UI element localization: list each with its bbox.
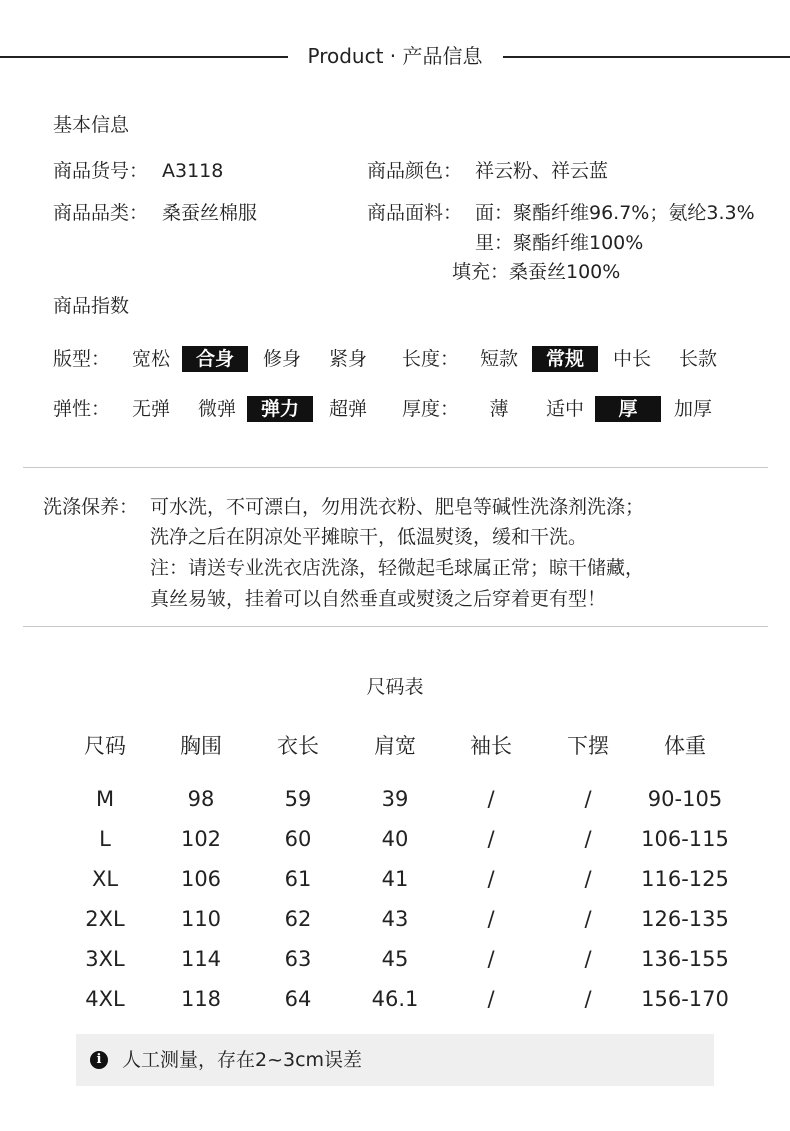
color-label: 商品颜色： <box>367 160 463 182</box>
length-label: 长度： <box>402 348 460 370</box>
care-line-2: 洗净之后在阴凉处平摊晾干，低温熨烫，缓和干洗。 <box>150 526 588 548</box>
length-option-short: 短款 <box>479 348 518 370</box>
size-header-hem: 下摆 <box>567 734 609 758</box>
info-icon: i <box>90 1051 108 1069</box>
size-cell-length: 62 <box>284 907 312 931</box>
size-cell-length: 64 <box>284 987 312 1011</box>
size-cell-hem: / <box>584 907 592 931</box>
size-cell-length: 63 <box>284 947 312 971</box>
length-option-long: 长款 <box>678 348 717 370</box>
fabric-lining: 里：聚酯纤维100% <box>475 232 644 254</box>
size-cell-weight: 106-115 <box>641 827 729 851</box>
fit-option-regular-selected: 合身 <box>182 346 248 372</box>
elasticity-option-slight: 微弹 <box>197 398 236 420</box>
size-cell-length: 61 <box>284 867 312 891</box>
size-cell-sleeve: / <box>487 787 495 811</box>
fabric-label: 商品面料： <box>367 202 463 224</box>
size-table-title: 尺码表 <box>366 676 424 698</box>
elasticity-option-none: 无弹 <box>131 398 170 420</box>
size-cell-shoulder: 40 <box>381 827 409 851</box>
note-text: 人工测量，存在2~3cm误差 <box>122 1049 363 1071</box>
size-cell-hem: / <box>584 787 592 811</box>
size-cell-sleeve: / <box>487 867 495 891</box>
thickness-option-thin: 薄 <box>489 398 509 420</box>
size-cell-size: 4XL <box>85 987 125 1011</box>
thickness-label: 厚度： <box>402 398 460 420</box>
size-cell-shoulder: 43 <box>381 907 409 931</box>
size-cell-chest: 118 <box>180 987 222 1011</box>
size-cell-shoulder: 41 <box>381 867 409 891</box>
size-cell-size: XL <box>91 867 119 891</box>
size-header-chest: 胸围 <box>180 734 222 758</box>
size-header-size: 尺码 <box>84 734 126 758</box>
item-no-label: 商品货号： <box>53 160 149 182</box>
size-cell-sleeve: / <box>487 827 495 851</box>
size-cell-size: 3XL <box>85 947 125 971</box>
length-option-mid: 中长 <box>612 348 651 370</box>
size-cell-weight: 90-105 <box>647 787 723 811</box>
size-header-sleeve: 袖长 <box>470 734 512 758</box>
size-cell-sleeve: / <box>487 907 495 931</box>
size-cell-chest: 106 <box>180 867 222 891</box>
size-cell-size: L <box>99 827 111 851</box>
item-no-value: A3118 <box>162 160 224 182</box>
size-header-weight: 体重 <box>664 734 706 758</box>
size-cell-length: 60 <box>284 827 312 851</box>
length-option-regular-selected: 常规 <box>532 346 598 372</box>
size-cell-chest: 110 <box>180 907 222 931</box>
fit-option-slim: 修身 <box>262 348 301 370</box>
size-header-shoulder: 肩宽 <box>374 734 416 758</box>
size-cell-shoulder: 39 <box>381 787 409 811</box>
divider-bottom <box>23 626 768 627</box>
care-line-3: 注：请送专业洗衣店洗涤，轻微起毛球属正常；晾干储藏， <box>150 557 645 579</box>
thickness-option-thick-selected: 厚 <box>595 396 661 422</box>
size-cell-weight: 136-155 <box>641 947 729 971</box>
care-line-1: 可水洗，不可漂白，勿用洗衣粉、肥皂等碱性洗涤剂洗涤； <box>150 496 645 518</box>
size-cell-shoulder: 46.1 <box>371 987 419 1011</box>
elasticity-label: 弹性： <box>53 398 111 420</box>
fit-option-tight: 紧身 <box>328 348 367 370</box>
size-cell-weight: 126-135 <box>641 907 729 931</box>
elasticity-option-super: 超弹 <box>328 398 367 420</box>
care-label: 洗涤保养： <box>43 496 139 518</box>
fit-label: 版型： <box>53 348 111 370</box>
size-cell-chest: 102 <box>180 827 222 851</box>
size-cell-chest: 98 <box>187 787 215 811</box>
size-cell-sleeve: / <box>487 947 495 971</box>
size-cell-length: 59 <box>284 787 312 811</box>
thickness-option-extra-thick: 加厚 <box>673 398 712 420</box>
page-title: Product · 产品信息 <box>0 41 790 71</box>
size-cell-weight: 116-125 <box>641 867 729 891</box>
filling: 填充：桑蚕丝100% <box>452 261 621 283</box>
measurement-note <box>76 1034 714 1086</box>
divider-top <box>23 467 768 468</box>
category-label: 商品品类： <box>53 202 149 224</box>
size-header-length: 衣长 <box>277 734 319 758</box>
basic-info-heading: 基本信息 <box>53 114 130 136</box>
fabric-outer: 面：聚酯纤维96.7%；氨纶3.3% <box>475 202 755 224</box>
thickness-option-medium: 适中 <box>545 398 584 420</box>
size-cell-hem: / <box>584 827 592 851</box>
care-line-4: 真丝易皱，挂着可以自然垂直或熨烫之后穿着更有型！ <box>150 588 607 610</box>
size-cell-hem: / <box>584 867 592 891</box>
size-cell-chest: 114 <box>180 947 222 971</box>
size-cell-hem: / <box>584 947 592 971</box>
size-cell-weight: 156-170 <box>641 987 729 1011</box>
size-cell-size: 2XL <box>85 907 125 931</box>
size-cell-sleeve: / <box>487 987 495 1011</box>
category-value: 桑蚕丝棉服 <box>162 202 258 224</box>
index-heading: 商品指数 <box>53 295 130 317</box>
color-value: 祥云粉、祥云蓝 <box>475 160 609 182</box>
size-cell-shoulder: 45 <box>381 947 409 971</box>
size-cell-hem: / <box>584 987 592 1011</box>
size-cell-size: M <box>95 787 115 811</box>
elasticity-option-stretch-selected: 弹力 <box>247 396 313 422</box>
fit-option-loose: 宽松 <box>131 348 170 370</box>
